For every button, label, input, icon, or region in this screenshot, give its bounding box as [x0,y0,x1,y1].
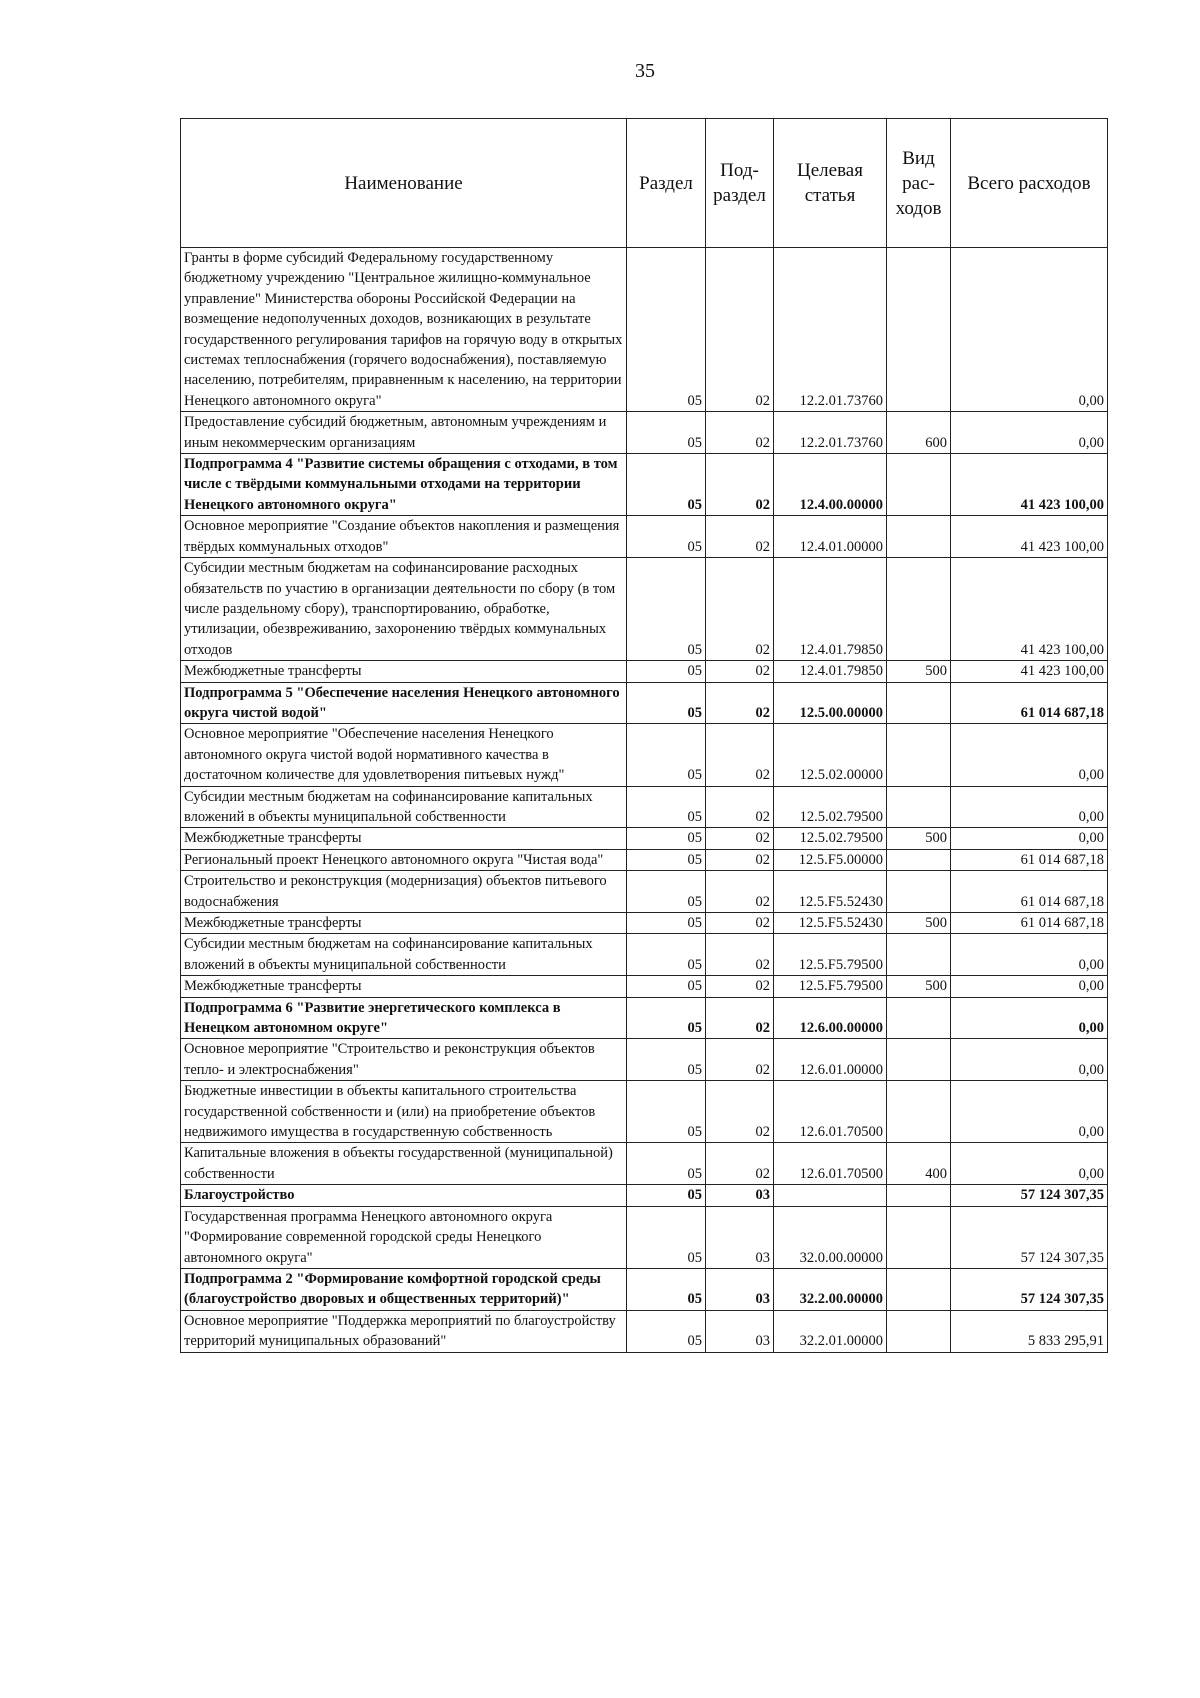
cell-subsection: 03 [706,1185,774,1206]
cell-target [774,1185,887,1206]
cell-section: 05 [627,682,706,724]
cell-target: 12.5.F5.79500 [774,976,887,997]
cell-expense-type [887,1268,951,1310]
cell-total: 0,00 [951,412,1108,454]
cell-total: 57 124 307,35 [951,1206,1108,1268]
header-subsection: Под- раздел [706,119,774,248]
cell-expense-type: 500 [887,976,951,997]
cell-section: 05 [627,976,706,997]
table-row [181,1268,1108,1310]
cell-target: 32.2.00.00000 [774,1268,887,1310]
cell-expense-type [887,1185,951,1206]
header-section: Раздел [627,119,706,248]
cell-expense-type [887,934,951,976]
table-row [181,454,1108,516]
cell-section: 05 [627,661,706,682]
cell-name: Основное мероприятие "Поддержка мероприятий по благоустройству территорий муниципальных образований" [181,1310,627,1352]
header-target: Целевая статья [774,119,887,248]
cell-subsection: 02 [706,454,774,516]
budget-table [180,118,1108,1353]
cell-name: Подпрограмма 5 "Обеспечение населения Ненецкого автономного округа чистой водой" [181,682,627,724]
cell-name: Межбюджетные трансферты [181,828,627,849]
cell-name: Основное мероприятие "Строительство и реконструкция объектов тепло- и электроснабжения" [181,1039,627,1081]
table-row [181,828,1108,849]
cell-expense-type: 500 [887,661,951,682]
cell-subsection: 02 [706,913,774,934]
cell-expense-type: 400 [887,1143,951,1185]
cell-expense-type [887,1206,951,1268]
cell-total: 57 124 307,35 [951,1268,1108,1310]
cell-subsection: 03 [706,1268,774,1310]
cell-expense-type: 500 [887,913,951,934]
table-row [181,1310,1108,1352]
cell-target: 12.6.01.00000 [774,1039,887,1081]
cell-subsection: 02 [706,682,774,724]
cell-name: Гранты в форме субсидий Федеральному государственному бюджетному учреждению "Центральное жилищно-коммунальное управление" Министерства обороны Российской Федерации на возмещение недополученных доходов, возникающих в результате государственного регулирования тарифов на горячую воду в открытых системах теплоснабжения (горячего водоснабжения), поставляемую населению, потребителям, приравненным к населению, на территории Ненецкого автономного округа" [181,248,627,412]
cell-expense-type [887,849,951,870]
cell-target: 12.4.01.00000 [774,516,887,558]
cell-section: 05 [627,786,706,828]
table-row [181,1206,1108,1268]
cell-subsection: 02 [706,997,774,1039]
cell-expense-type: 500 [887,828,951,849]
cell-total: 0,00 [951,997,1108,1039]
cell-section: 05 [627,1268,706,1310]
table-header-row [181,119,1108,248]
table-row [181,1081,1108,1143]
cell-total: 0,00 [951,1039,1108,1081]
cell-total: 61 014 687,18 [951,682,1108,724]
table-row [181,1039,1108,1081]
header-name: Наименование [181,119,627,248]
cell-total: 61 014 687,18 [951,871,1108,913]
cell-expense-type [887,997,951,1039]
table-row [181,558,1108,661]
cell-expense-type [887,1310,951,1352]
cell-target: 12.5.02.79500 [774,828,887,849]
table-row [181,516,1108,558]
cell-target: 12.5.02.00000 [774,724,887,786]
cell-target: 12.5.F5.00000 [774,849,887,870]
cell-expense-type [887,248,951,412]
cell-total: 61 014 687,18 [951,849,1108,870]
cell-expense-type [887,871,951,913]
cell-expense-type [887,1081,951,1143]
header-expense-type: Вид рас- ходов [887,119,951,248]
cell-section: 05 [627,558,706,661]
cell-section: 05 [627,934,706,976]
cell-name: Предоставление субсидий бюджетным, автономным учреждениям и иным некоммерческим организациям [181,412,627,454]
cell-subsection: 02 [706,976,774,997]
cell-total: 61 014 687,18 [951,913,1108,934]
cell-name: Подпрограмма 2 "Формирование комфортной городской среды (благоустройство дворовых и общественных территорий)" [181,1268,627,1310]
cell-expense-type [887,724,951,786]
cell-subsection: 02 [706,1081,774,1143]
cell-section: 05 [627,849,706,870]
cell-expense-type [887,558,951,661]
page-number: 35 [635,60,655,82]
cell-section: 05 [627,1143,706,1185]
cell-total: 0,00 [951,786,1108,828]
cell-section: 05 [627,724,706,786]
cell-target: 32.0.00.00000 [774,1206,887,1268]
cell-target: 12.2.01.73760 [774,248,887,412]
cell-total: 0,00 [951,1143,1108,1185]
cell-subsection: 02 [706,412,774,454]
cell-target: 12.5.00.00000 [774,682,887,724]
cell-target: 12.5.F5.52430 [774,913,887,934]
cell-expense-type [887,454,951,516]
cell-subsection: 02 [706,1039,774,1081]
cell-name: Основное мероприятие "Создание объектов накопления и размещения твёрдых коммунальных отходов" [181,516,627,558]
header-total: Всего расходов [951,119,1108,248]
table-row [181,661,1108,682]
table-row [181,248,1108,412]
table-row [181,412,1108,454]
cell-target: 12.6.00.00000 [774,997,887,1039]
cell-name: Бюджетные инвестиции в объекты капитального строительства государственной собственности и (или) на приобретение объектов недвижимого имущества в государственную собственность [181,1081,627,1143]
cell-target: 12.5.F5.52430 [774,871,887,913]
cell-section: 05 [627,913,706,934]
cell-target: 32.2.01.00000 [774,1310,887,1352]
cell-subsection: 02 [706,558,774,661]
cell-name: Капитальные вложения в объекты государственной (муниципальной) собственности [181,1143,627,1185]
cell-subsection: 02 [706,934,774,976]
cell-subsection: 02 [706,516,774,558]
cell-total: 41 423 100,00 [951,454,1108,516]
cell-total: 0,00 [951,976,1108,997]
cell-name: Благоустройство [181,1185,627,1206]
cell-subsection: 02 [706,828,774,849]
cell-expense-type [887,682,951,724]
cell-subsection: 02 [706,786,774,828]
cell-total: 41 423 100,00 [951,516,1108,558]
cell-subsection: 02 [706,871,774,913]
cell-expense-type [887,786,951,828]
cell-name: Субсидии местным бюджетам на софинансирование капитальных вложений в объекты муниципальной собственности [181,934,627,976]
cell-target: 12.6.01.70500 [774,1143,887,1185]
cell-name: Подпрограмма 6 "Развитие энергетического комплекса в Ненецком автономном округе" [181,997,627,1039]
table-row [181,724,1108,786]
table-row [181,786,1108,828]
cell-subsection: 02 [706,248,774,412]
cell-name: Государственная программа Ненецкого автономного округа "Формирование современной городской среды Ненецкого автономного округа" [181,1206,627,1268]
cell-total: 0,00 [951,934,1108,976]
cell-subsection: 02 [706,849,774,870]
cell-name: Межбюджетные трансферты [181,661,627,682]
cell-name: Строительство и реконструкция (модернизация) объектов питьевого водоснабжения [181,871,627,913]
cell-section: 05 [627,1039,706,1081]
cell-total: 0,00 [951,248,1108,412]
cell-name: Субсидии местным бюджетам на софинансирование расходных обязательств по участию в организации деятельности по сбору (в том числе раздельному сбору), транспортированию, обработке, утилизации, обезвреживанию, захоронению твёрдых коммунальных отходов [181,558,627,661]
table-row [181,682,1108,724]
cell-target: 12.4.01.79850 [774,661,887,682]
table-row [181,913,1108,934]
table-row [181,1185,1108,1206]
cell-target: 12.2.01.73760 [774,412,887,454]
cell-section: 05 [627,1185,706,1206]
cell-expense-type [887,516,951,558]
cell-subsection: 03 [706,1310,774,1352]
cell-section: 05 [627,412,706,454]
cell-total: 0,00 [951,1081,1108,1143]
table-row [181,849,1108,870]
cell-total: 0,00 [951,828,1108,849]
cell-section: 05 [627,997,706,1039]
table-row [181,871,1108,913]
cell-section: 05 [627,828,706,849]
table-row [181,934,1108,976]
cell-target: 12.5.02.79500 [774,786,887,828]
cell-name: Межбюджетные трансферты [181,976,627,997]
cell-section: 05 [627,1206,706,1268]
table-row [181,997,1108,1039]
cell-subsection: 02 [706,724,774,786]
cell-expense-type [887,1039,951,1081]
cell-section: 05 [627,516,706,558]
cell-subsection: 03 [706,1206,774,1268]
cell-total: 57 124 307,35 [951,1185,1108,1206]
cell-total: 5 833 295,91 [951,1310,1108,1352]
table-row [181,1143,1108,1185]
cell-section: 05 [627,454,706,516]
cell-expense-type: 600 [887,412,951,454]
cell-section: 05 [627,871,706,913]
cell-name: Субсидии местным бюджетам на софинансирование капитальных вложений в объекты муниципальной собственности [181,786,627,828]
cell-name: Основное мероприятие "Обеспечение населения Ненецкого автономного округа чистой водой нормативного качества в достаточном количестве для удовлетворения питьевых нужд" [181,724,627,786]
cell-subsection: 02 [706,1143,774,1185]
cell-target: 12.4.00.00000 [774,454,887,516]
cell-target: 12.4.01.79850 [774,558,887,661]
cell-target: 12.5.F5.79500 [774,934,887,976]
cell-total: 41 423 100,00 [951,558,1108,661]
cell-total: 41 423 100,00 [951,661,1108,682]
cell-section: 05 [627,1081,706,1143]
table-row [181,976,1108,997]
cell-target: 12.6.01.70500 [774,1081,887,1143]
cell-total: 0,00 [951,724,1108,786]
cell-name: Подпрограмма 4 "Развитие системы обращения с отходами, в том числе с твёрдыми коммунальными отходами на территории Ненецкого автономного округа" [181,454,627,516]
cell-subsection: 02 [706,661,774,682]
cell-name: Межбюджетные трансферты [181,913,627,934]
cell-name: Региональный проект Ненецкого автономного округа "Чистая вода" [181,849,627,870]
cell-section: 05 [627,1310,706,1352]
cell-section: 05 [627,248,706,412]
